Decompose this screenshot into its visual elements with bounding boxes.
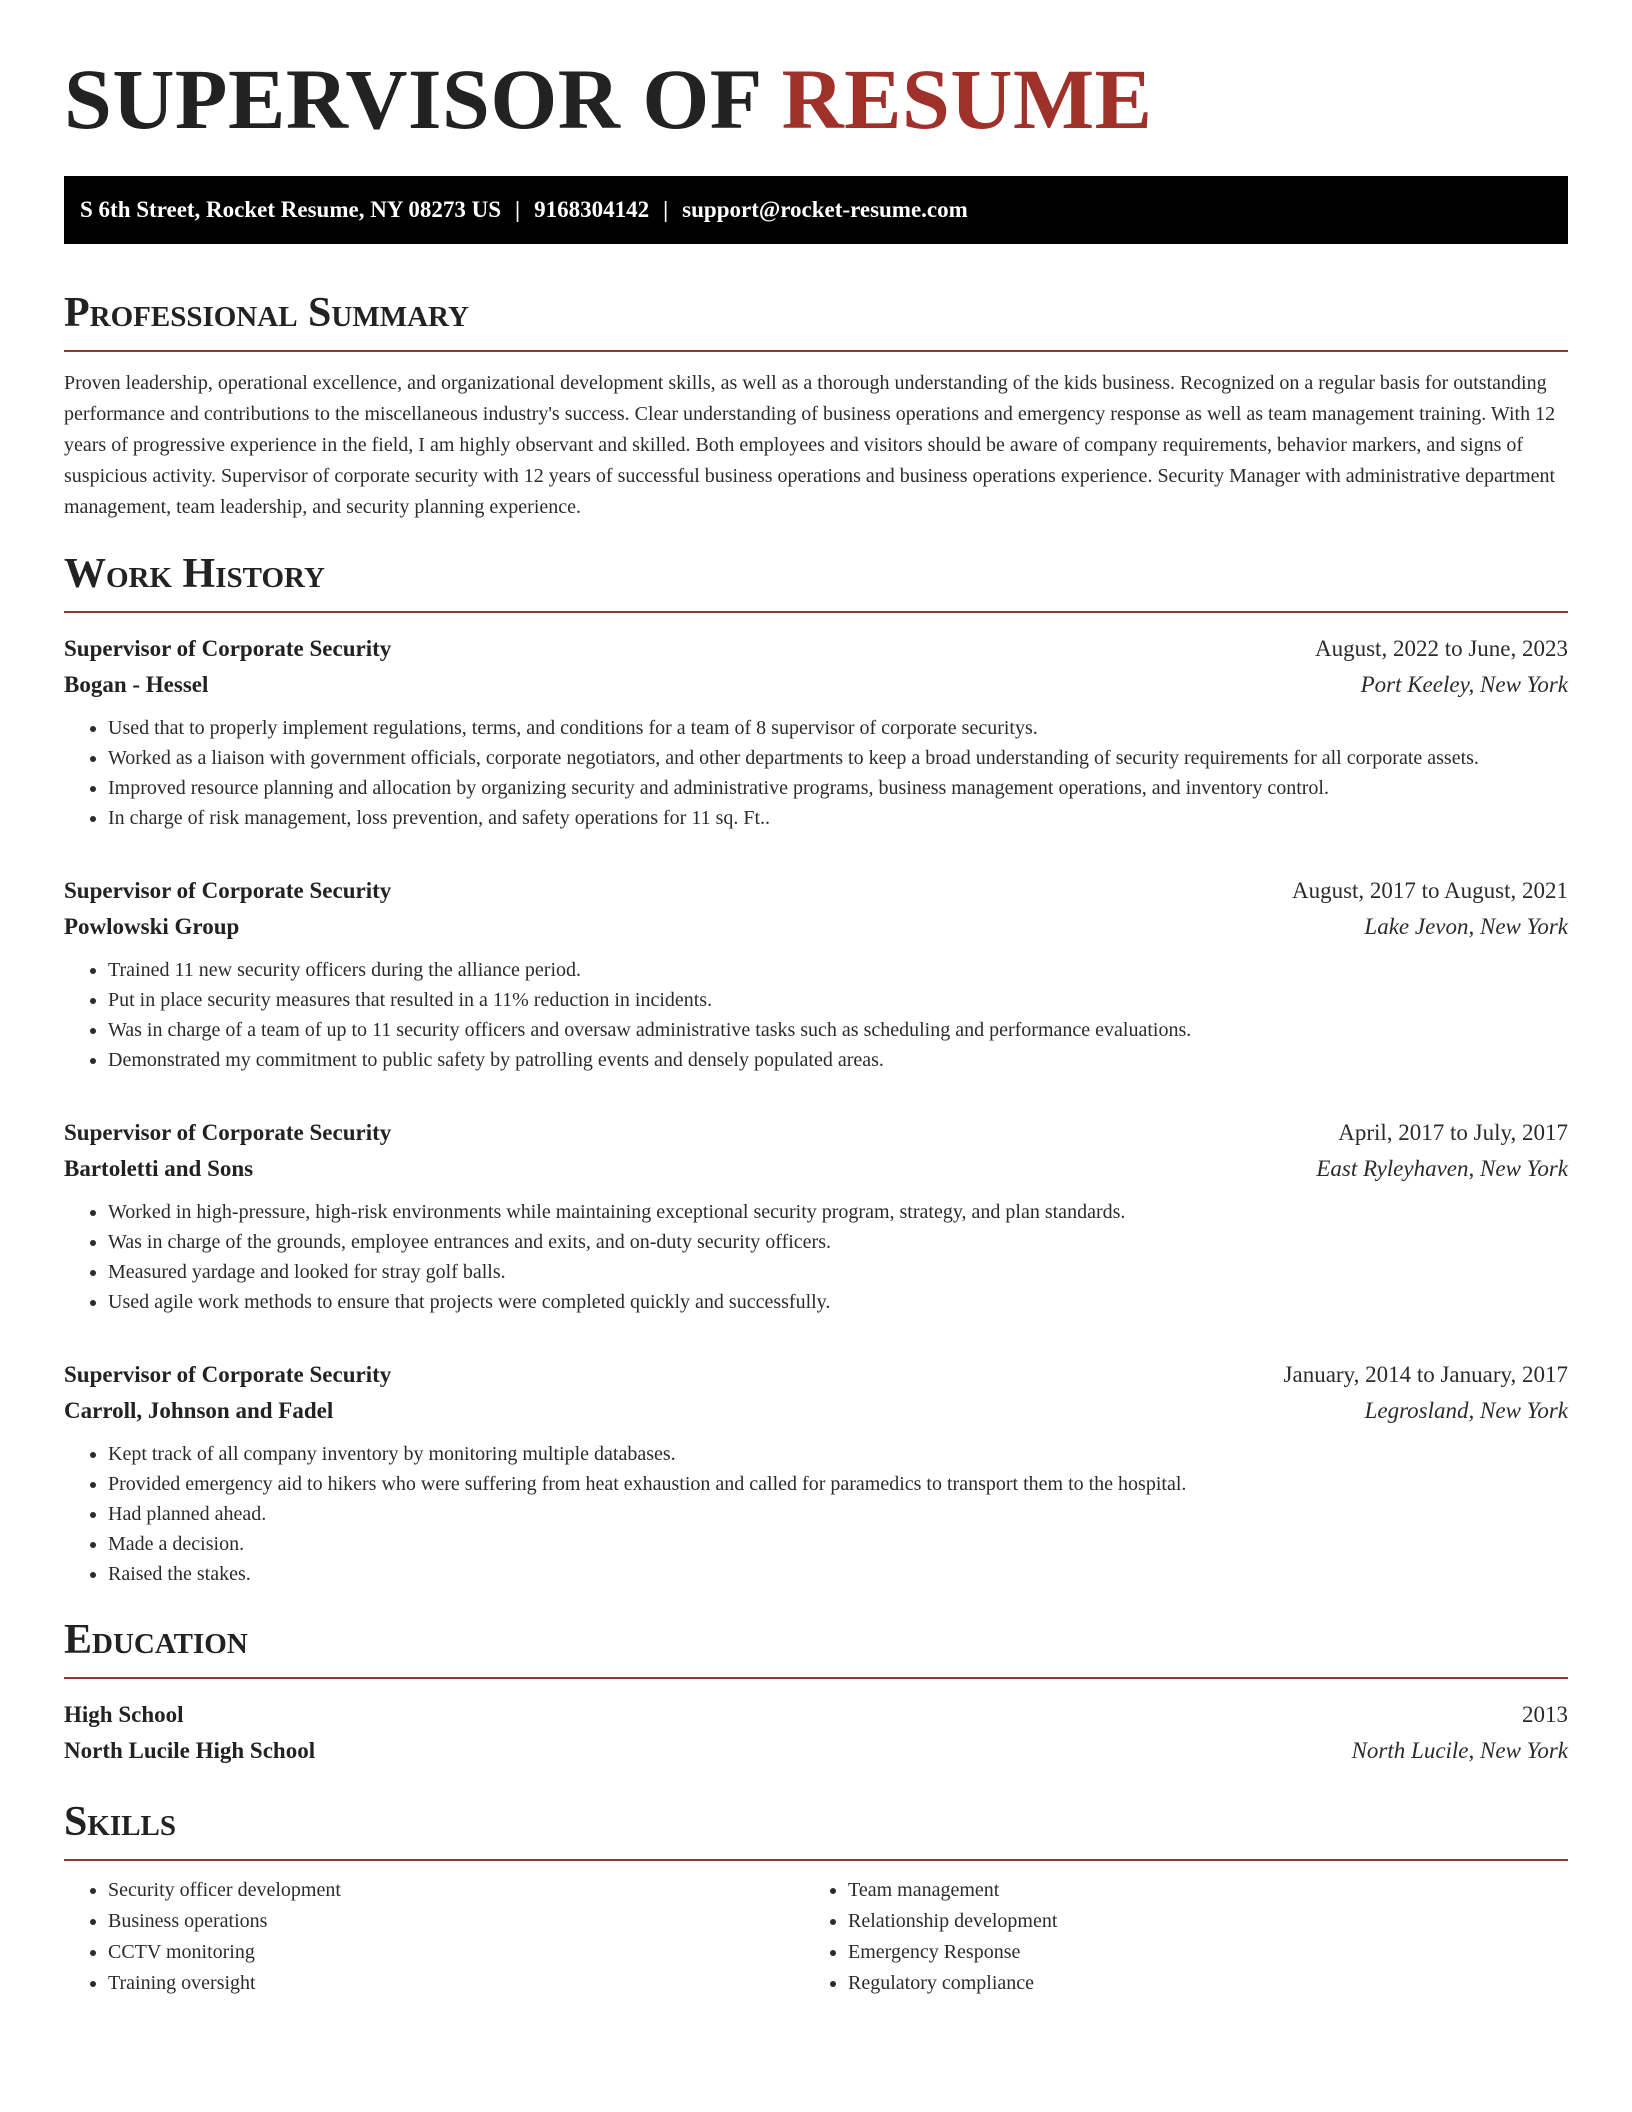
contact-separator: | [515,197,521,222]
skill-item: • Team management [848,1875,1544,1906]
job-bullet: • Improved resource planning and allocation by organizing security and administrative programs, business management operations, and inventory control. [108,773,1568,803]
job-bullet: • Was in charge of the grounds, employee entrances and exits, and on-duty security officers. [108,1227,1568,1257]
skill-item: • Emergency Response [848,1937,1544,1968]
skill-item: • Business operations [108,1906,804,1937]
job-bullets [64,713,1568,833]
job-title: Supervisor of Corporate Security [64,1120,392,1145]
contact-phone: 9168304142 [534,197,650,222]
job-bullet: • Used that to properly implement regulations, terms, and conditions for a team of 8 supervisor of corporate securitys. [108,713,1568,743]
job-bullet: • Demonstrated my commitment to public safety by patrolling events and densely populated areas. [108,1045,1568,1075]
contact-bar [64,176,1568,244]
education-entry [64,1697,1568,1769]
resume-page [64,0,1568,1999]
job-company: Powlowski Group [64,914,240,939]
education-year: 2013 [1522,1702,1568,1727]
skill-item: • Regulatory compliance [848,1968,1544,1999]
summary-text: Proven leadership, operational excellence, and organizational development skills, as well as a thorough understanding of the kids business. Recognized on a regular basis for outstanding performance and contributions to the miscellaneous industry's success. Clear understanding of business operations and emergency response as well as team management training. With 12 years of progressive experience in the field, I am highly observant and skilled. Both employees and visitors should be aware of company requirements, behavior markers, and signs of suspicious activity. Supervisor of corporate security with 12 years of successful business operations and business operations experience. Security Manager with administrative department management, team leadership, and security planning experience. [64,372,1556,518]
job-location: East Ryleyhaven, New York [1316,1156,1568,1181]
job-dates: April, 2017 to July, 2017 [1338,1120,1568,1145]
job-bullet: • Was in charge of a team of up to 11 security officers and oversaw administrative tasks such as scheduling and performance evaluations. [108,1015,1568,1045]
skill-item: • Relationship development [848,1906,1544,1937]
job-entry [64,631,1568,833]
work-history-list [64,631,1568,1589]
contact-email[interactable]: support@rocket-resume.com [682,197,968,222]
job-dates: January, 2014 to January, 2017 [1283,1362,1568,1387]
job-bullets [64,1197,1568,1317]
section-heading-education: Education [64,1617,1568,1679]
job-company: Bogan - Hessel [64,672,209,697]
skill-item: • Security officer development [108,1875,804,1906]
skill-item: • CCTV monitoring [108,1937,804,1968]
section-heading-skills: Skills [64,1799,1568,1861]
job-bullet: • Measured yardage and looked for stray golf balls. [108,1257,1568,1287]
job-bullet: • Provided emergency aid to hikers who were suffering from heat exhaustion and called for paramedics to transport them to the hospital. [108,1469,1568,1499]
job-entry [64,1357,1568,1589]
job-location: Port Keeley, New York [1360,672,1568,697]
job-bullets [64,1439,1568,1589]
skills-column-left [64,1875,804,1999]
job-bullet: • Used agile work methods to ensure that projects were completed quickly and successfully. [108,1287,1568,1317]
title-main: SUPERVISOR OF [64,51,760,147]
contact-separator: | [663,197,669,222]
contact-address: S 6th Street, Rocket Resume, NY 08273 US [80,197,501,222]
resume-title [64,0,1568,147]
skills-column-right [804,1875,1544,1999]
job-company: Carroll, Johnson and Fadel [64,1398,334,1423]
job-location: Lake Jevon, New York [1364,914,1568,939]
skill-item: • Training oversight [108,1968,804,1999]
job-bullet: • Trained 11 new security officers during the alliance period. [108,955,1568,985]
job-dates: August, 2017 to August, 2021 [1291,878,1568,903]
education-location: North Lucile, New York [1351,1738,1568,1763]
job-bullet: • Put in place security measures that resulted in a 11% reduction in incidents. [108,985,1568,1015]
job-bullet: • Kept track of all company inventory by monitoring multiple databases. [108,1439,1568,1469]
job-bullet: • Made a decision. [108,1529,1568,1559]
education-school: North Lucile High School [64,1738,316,1763]
job-location: Legrosland, New York [1364,1398,1568,1423]
job-bullet: • Worked as a liaison with government officials, corporate negotiators, and other departments to keep a broad understanding of security requirements for all corporate assets. [108,743,1568,773]
job-entry [64,1115,1568,1317]
job-title: Supervisor of Corporate Security [64,636,392,661]
job-bullet: • Worked in high-pressure, high-risk environments while maintaining exceptional security program, strategy, and plan standards. [108,1197,1568,1227]
job-dates: August, 2022 to June, 2023 [1315,636,1568,661]
job-entry [64,873,1568,1075]
job-bullet: • In charge of risk management, loss prevention, and safety operations for 11 sq. Ft.. [108,803,1568,833]
title-accent: RESUME [781,51,1153,147]
section-heading-summary: Professional Summary [64,290,1568,352]
job-bullet: • Had planned ahead. [108,1499,1568,1529]
skills-list [64,1875,1568,1999]
education-degree: High School [64,1702,184,1727]
job-title: Supervisor of Corporate Security [64,1362,392,1387]
job-title: Supervisor of Corporate Security [64,878,392,903]
job-company: Bartoletti and Sons [64,1156,254,1181]
section-heading-work-history: Work History [64,551,1568,613]
job-bullets [64,955,1568,1075]
job-bullet: • Raised the stakes. [108,1559,1568,1589]
